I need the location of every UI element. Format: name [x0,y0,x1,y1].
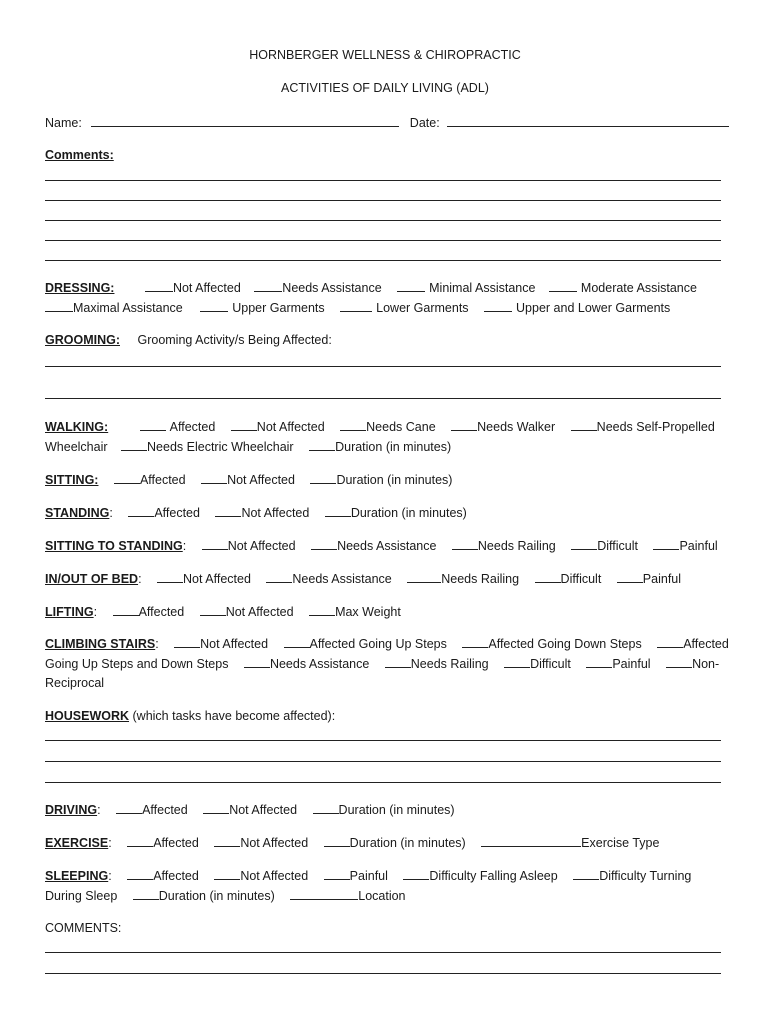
climbing-option: Difficult [530,657,571,671]
housework-row [45,708,721,725]
footer-comments-line[interactable] [45,952,721,953]
footer-comments-label: COMMENTS: [45,921,122,935]
driving-row: DRIVING: Affected Not Affected Duration (in minutes) [45,803,455,817]
climbing-option: Needs Assistance [269,657,370,671]
comments-line[interactable] [45,260,721,261]
sit-to-stand-option: Needs Railing [477,539,556,553]
in-out-bed-blank[interactable] [266,570,292,583]
form-title: ACTIVITIES OF DAILY LIVING (ADL) [281,81,489,95]
lifting-blank[interactable] [113,603,139,616]
dressing-label: DRESSING: [45,281,115,295]
sit-to-stand-label: SITTING TO STANDING [45,539,183,553]
walking-option: Affected [169,420,216,434]
walking-row-1 [45,418,721,436]
lifting-blank[interactable] [309,603,335,616]
in-out-bed-row: IN/OUT OF BED: Not Affected Needs Assistance Needs Railing Difficult Painful [45,572,682,586]
in-out-bed-blank[interactable] [617,570,643,583]
grooming-prompt: Grooming Activity/s Being Affected: [137,333,332,347]
walking-option: Not Affected [256,420,325,434]
housework-line[interactable] [45,761,721,762]
in-out-bed-option: Difficult [560,572,602,586]
exercise-label: EXERCISE [45,836,109,850]
lifting-row: LIFTING: Affected Not Affected Max Weight [45,605,401,619]
sitting-option: Affected [139,473,186,487]
comments-line[interactable] [45,240,721,241]
walking-option: Needs Cane [366,420,436,434]
dressing-blank[interactable] [254,279,282,292]
sleeping-blank[interactable] [127,867,153,880]
climbing-option: Needs Railing [410,657,489,671]
walking-blank[interactable] [231,418,257,431]
sleeping-label: SLEEPING [45,869,109,883]
name-label: Name: [45,116,82,130]
sleeping-option: Painful [349,869,388,883]
walking-blank[interactable] [340,418,366,431]
exercise-option: Not Affected [240,836,309,850]
sleeping-option: Duration (in minutes) [158,889,275,903]
standing-blank[interactable] [215,504,241,517]
in-out-bed-blank[interactable] [407,570,441,583]
housework-line[interactable] [45,782,721,783]
housework-prompt: (which tasks have become affected): [132,709,336,723]
in-out-bed-blank[interactable] [535,570,561,583]
walking-row-2 [45,438,721,456]
sit-to-stand-option: Not Affected [227,539,296,553]
walking-option: Needs Walker [477,420,556,434]
sleeping-blank[interactable] [214,867,240,880]
climbing-blank[interactable] [174,635,200,648]
climbing-row-3: Reciprocal [45,676,105,690]
climbing-option: Painful [612,657,651,671]
dressing-option: Not Affected [172,281,241,295]
sleeping-option: Location [358,889,406,903]
sit-to-stand-row: SITTING TO STANDING: Not Affected Needs Assistance Needs Railing Difficult Painful [45,539,718,553]
walking-lead: Wheelchair [45,440,108,454]
grooming-line[interactable] [45,398,721,399]
lifting-option: Affected [138,605,185,619]
climbing-option: Not Affected [200,637,269,651]
dressing-blank[interactable] [549,279,577,292]
dressing-row-1 [45,279,721,297]
sleeping-location-input[interactable] [290,887,358,900]
sleeping-blank[interactable] [403,867,429,880]
sleeping-blank[interactable] [324,867,350,880]
walking-option: Duration (in minutes) [335,440,452,454]
sitting-option: Duration (in minutes) [336,473,453,487]
sleeping-row-2 [45,887,721,905]
dressing-blank[interactable] [200,299,228,312]
sleeping-row-1: SLEEPING: Affected Not Affected Painful Difficulty Falling Asleep Difficulty Turning [45,869,692,883]
sleeping-blank[interactable] [573,867,599,880]
exercise-blank[interactable] [214,834,240,847]
climbing-row-1: CLIMBING STAIRS: Not Affected Affected Going Up Steps Affected Going Down Steps Affected [45,637,729,651]
in-out-bed-option: Needs Assistance [292,572,392,586]
walking-blank[interactable] [121,438,147,451]
climbing-blank[interactable] [462,635,488,648]
sleeping-option: Difficulty Falling Asleep [429,869,558,883]
footer-comments-line[interactable] [45,973,721,974]
date-input[interactable] [447,114,729,127]
sit-to-stand-option: Needs Assistance [337,539,437,553]
sitting-blank[interactable] [114,471,140,484]
standing-label: STANDING [45,506,110,520]
dressing-blank[interactable] [397,279,425,292]
walking-blank[interactable] [140,418,166,431]
dressing-option: Moderate Assistance [580,281,697,295]
comments-line[interactable] [45,180,721,181]
walking-label: WALKING: [45,420,109,434]
standing-option: Affected [154,506,200,520]
climbing-blank[interactable] [657,635,683,648]
dressing-row-2 [45,299,721,317]
dressing-blank[interactable] [145,279,173,292]
standing-option: Not Affected [241,506,310,520]
sit-to-stand-blank[interactable] [571,537,597,550]
dressing-blank[interactable] [340,299,372,312]
dressing-option: Maximal Assistance [73,301,183,315]
sit-to-stand-option: Painful [679,539,718,553]
comments-label: Comments: [45,148,114,162]
sitting-option: Not Affected [227,473,295,487]
dressing-option: Minimal Assistance [429,281,536,295]
sit-to-stand-option: Difficult [597,539,638,553]
sleeping-option: Affected [153,869,199,883]
exercise-option: Affected [153,836,199,850]
driving-blank[interactable] [313,801,339,814]
driving-option: Duration (in minutes) [338,803,455,817]
in-out-bed-option: Painful [642,572,682,586]
standing-blank[interactable] [325,504,351,517]
exercise-option: Duration (in minutes) [349,836,466,850]
dressing-blank[interactable] [45,299,73,312]
sitting-blank[interactable] [310,471,336,484]
sit-to-stand-blank[interactable] [311,537,337,550]
driving-option: Not Affected [229,803,298,817]
standing-blank[interactable] [128,504,154,517]
sitting-label: SITTING: [45,473,99,487]
dressing-option: Needs Assistance [282,281,382,295]
lifting-blank[interactable] [200,603,226,616]
lifting-option: Max Weight [335,605,401,619]
in-out-bed-blank[interactable] [157,570,183,583]
dressing-blank[interactable] [484,299,512,312]
climbing-lead: Going Up Steps and Down Steps [45,657,229,671]
name-date-row [45,114,721,132]
sit-to-stand-blank[interactable] [653,537,679,550]
dressing-option: Upper and Lower Garments [516,301,671,315]
exercise-type-input[interactable] [481,834,581,847]
date-label: Date: [409,116,440,130]
walking-option: Needs Electric Wheelchair [147,440,294,454]
comments-line[interactable] [45,200,721,201]
lifting-label: LIFTING [45,605,94,619]
grooming-row [45,332,721,349]
clinic-name: HORNBERGER WELLNESS & CHIROPRACTIC [249,48,521,62]
climbing-option: Affected Going Up Steps [309,637,447,651]
sleeping-option: Not Affected [240,869,309,883]
grooming-label: GROOMING: [45,333,120,347]
comments-line[interactable] [45,220,721,221]
name-input[interactable] [91,114,399,127]
walking-blank[interactable] [571,418,597,431]
walking-option: Needs Self-Propelled [596,420,715,434]
housework-line[interactable] [45,740,721,741]
walking-blank[interactable] [451,418,477,431]
standing-row: STANDING: Affected Not Affected Duration (in minutes) [45,506,467,520]
driving-blank[interactable] [116,801,142,814]
sit-to-stand-blank[interactable] [452,537,478,550]
sleeping-blank[interactable] [133,887,159,900]
sit-to-stand-blank[interactable] [202,537,228,550]
climbing-blank[interactable] [504,655,530,668]
climbing-blank[interactable] [586,655,612,668]
exercise-blank[interactable] [127,834,153,847]
sitting-row [45,471,721,489]
in-out-bed-option: Needs Railing [441,572,520,586]
sleeping-lead: During Sleep [45,889,118,903]
sleeping-option: Difficulty Turning [599,869,692,883]
exercise-blank[interactable] [324,834,350,847]
sitting-blank[interactable] [201,471,227,484]
exercise-option: Exercise Type [581,836,660,850]
driving-label: DRIVING [45,803,98,817]
driving-option: Affected [142,803,188,817]
exercise-row: EXERCISE: Affected Not Affected Duration (in minutes) Exercise Type [45,836,660,850]
climbing-option: Affected [683,637,729,651]
climbing-row-2 [45,655,721,673]
climbing-blank[interactable] [284,635,310,648]
driving-blank[interactable] [203,801,229,814]
standing-option: Duration (in minutes) [350,506,467,520]
climbing-option: Non- [692,657,720,671]
in-out-bed-option: Not Affected [183,572,251,586]
climbing-blank[interactable] [385,655,411,668]
climbing-label: CLIMBING STAIRS [45,637,156,651]
climbing-blank[interactable] [244,655,270,668]
climbing-option: Affected Going Down Steps [488,637,642,651]
walking-blank[interactable] [309,438,335,451]
in-out-bed-label: IN/OUT OF BED [45,572,139,586]
climbing-blank[interactable] [666,655,692,668]
dressing-option: Lower Garments [376,301,469,315]
dressing-option: Upper Garments [232,301,325,315]
grooming-line[interactable] [45,366,721,367]
lifting-option: Not Affected [225,605,294,619]
housework-label: HOUSEWORK [45,709,130,723]
